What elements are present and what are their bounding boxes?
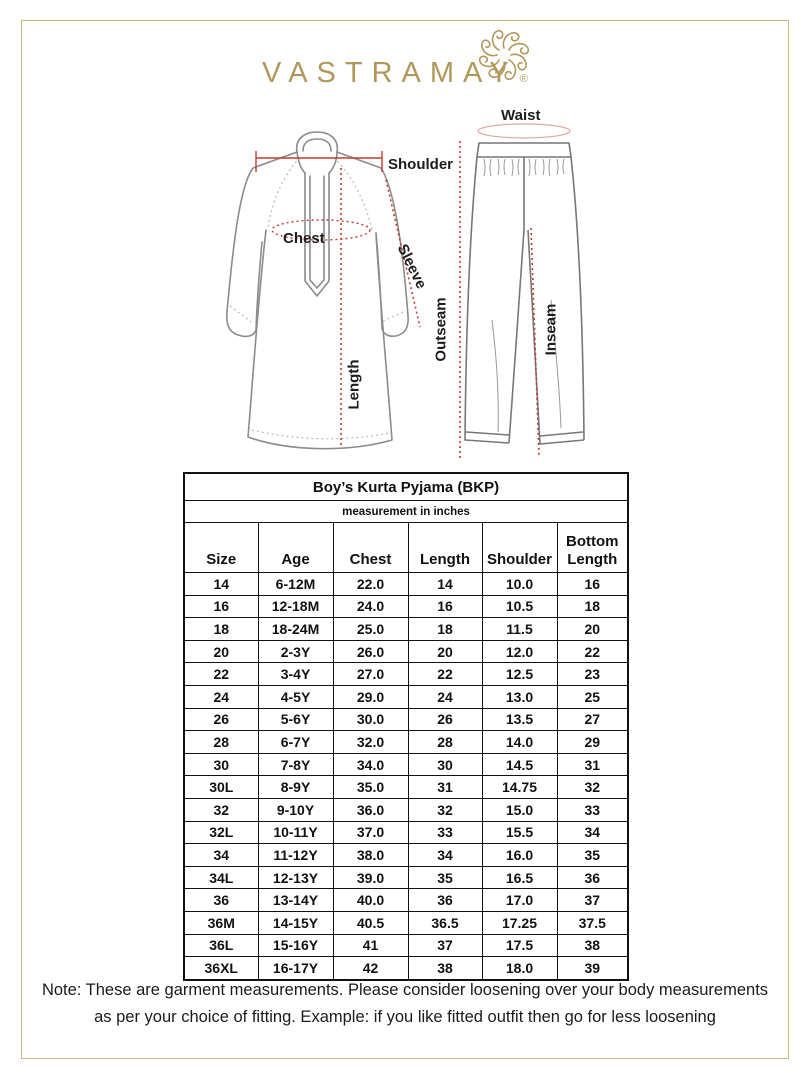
table-cell: 26 — [184, 708, 258, 731]
table-cell: 34 — [408, 844, 482, 867]
table-cell: 30L — [184, 776, 258, 799]
table-cell: 30 — [408, 753, 482, 776]
table-cell: 36XL — [184, 957, 258, 980]
table-cell: 25 — [557, 685, 628, 708]
column-header-bottom-length: Bottom Length — [557, 523, 628, 573]
table-cell: 22 — [557, 640, 628, 663]
table-cell: 26 — [408, 708, 482, 731]
table-cell: 36L — [184, 934, 258, 957]
column-header-length: Length — [408, 523, 482, 573]
table-row — [184, 798, 628, 821]
table-cell: 10-11Y — [258, 821, 333, 844]
table-cell: 8-9Y — [258, 776, 333, 799]
table-cell: 23 — [557, 663, 628, 686]
ornament-flourish-icon — [478, 28, 530, 87]
table-cell: 20 — [184, 640, 258, 663]
table-cell: 34 — [557, 821, 628, 844]
table-cell: 39.0 — [333, 866, 408, 889]
table-cell: 40.0 — [333, 889, 408, 912]
table-header-row — [184, 523, 628, 573]
table-row — [184, 573, 628, 596]
table-cell: 18 — [184, 618, 258, 641]
table-cell: 37 — [557, 889, 628, 912]
column-header-size: Size — [184, 523, 258, 573]
table-cell: 36 — [408, 889, 482, 912]
table-cell: 30 — [184, 753, 258, 776]
table-cell: 6-7Y — [258, 731, 333, 754]
table-cell: 37 — [408, 934, 482, 957]
pyjama-sketch — [465, 143, 584, 444]
table-cell: 22 — [184, 663, 258, 686]
length-measure-label: Length — [345, 359, 363, 410]
column-header-chest: Chest — [333, 523, 408, 573]
table-cell: 13.0 — [482, 685, 557, 708]
sleeve-measure-label: Sleeve — [393, 241, 430, 292]
table-cell: 2-3Y — [258, 640, 333, 663]
table-cell: 33 — [408, 821, 482, 844]
column-header-age: Age — [258, 523, 333, 573]
table-cell: 27 — [557, 708, 628, 731]
table-cell: 38.0 — [333, 844, 408, 867]
table-cell: 17.25 — [482, 911, 557, 934]
table-cell: 16 — [184, 595, 258, 618]
table-row — [184, 618, 628, 641]
table-row — [184, 640, 628, 663]
table-cell: 20 — [557, 618, 628, 641]
table-cell: 14 — [184, 573, 258, 596]
table-cell: 35.0 — [333, 776, 408, 799]
table-cell: 36 — [184, 889, 258, 912]
table-cell: 31 — [408, 776, 482, 799]
chest-measure-label: Chest — [283, 230, 325, 247]
brand-logo — [262, 57, 528, 90]
column-header-shoulder: Shoulder — [482, 523, 557, 573]
table-cell: 32 — [557, 776, 628, 799]
table-cell: 22.0 — [333, 573, 408, 596]
table-row — [184, 663, 628, 686]
note-text — [30, 977, 780, 1031]
table-row — [184, 708, 628, 731]
kurta-sketch — [227, 132, 408, 449]
table-row — [184, 776, 628, 799]
table-cell: 15.5 — [482, 821, 557, 844]
table-cell: 32.0 — [333, 731, 408, 754]
table-cell: 14.5 — [482, 753, 557, 776]
size-chart-table — [183, 472, 629, 981]
table-cell: 34.0 — [333, 753, 408, 776]
table-cell: 11-12Y — [258, 844, 333, 867]
table-cell: 37.0 — [333, 821, 408, 844]
table-row — [184, 731, 628, 754]
table-cell: 35 — [408, 866, 482, 889]
table-cell: 42 — [333, 957, 408, 980]
table-cell: 38 — [408, 957, 482, 980]
table-cell: 18-24M — [258, 618, 333, 641]
table-cell: 4-5Y — [258, 685, 333, 708]
table-cell: 34L — [184, 866, 258, 889]
table-cell: 27.0 — [333, 663, 408, 686]
table-cell: 28 — [408, 731, 482, 754]
table-cell: 18 — [408, 618, 482, 641]
table-cell: 17.0 — [482, 889, 557, 912]
table-cell: 29 — [557, 731, 628, 754]
outseam-measure-label: Outseam — [432, 297, 450, 362]
table-cell: 20 — [408, 640, 482, 663]
table-title-row — [184, 473, 628, 501]
table-cell: 14-15Y — [258, 911, 333, 934]
table-cell: 36 — [557, 866, 628, 889]
measurement-lines — [256, 141, 539, 459]
table-cell: 3-4Y — [258, 663, 333, 686]
table-cell: 7-8Y — [258, 753, 333, 776]
inseam-measure-label: Inseam — [542, 303, 560, 356]
table-cell: 24 — [184, 685, 258, 708]
table-cell: 41 — [333, 934, 408, 957]
table-cell: 12-18M — [258, 595, 333, 618]
table-cell: 34 — [184, 844, 258, 867]
table-row — [184, 866, 628, 889]
table-cell: 16-17Y — [258, 957, 333, 980]
table-cell: 26.0 — [333, 640, 408, 663]
table-row — [184, 844, 628, 867]
table-cell: 10.0 — [482, 573, 557, 596]
waist-measure-label: Waist — [501, 107, 541, 124]
table-subtitle: measurement in inches — [184, 501, 628, 523]
table-cell: 16 — [408, 595, 482, 618]
table-cell: 35 — [557, 844, 628, 867]
registered-trademark: ® — [519, 73, 528, 85]
table-cell: 16.5 — [482, 866, 557, 889]
table-row — [184, 685, 628, 708]
table-cell: 9-10Y — [258, 798, 333, 821]
table-cell: 17.5 — [482, 934, 557, 957]
table-cell: 36M — [184, 911, 258, 934]
kurta-seam-dots — [230, 158, 406, 439]
shoulder-measure-label: Shoulder — [388, 156, 454, 173]
table-cell: 32 — [184, 798, 258, 821]
table-cell: 32 — [408, 798, 482, 821]
table-cell: 32L — [184, 821, 258, 844]
table-cell: 22 — [408, 663, 482, 686]
table-cell: 33 — [557, 798, 628, 821]
table-row — [184, 889, 628, 912]
table-cell: 14.75 — [482, 776, 557, 799]
table-cell: 12-13Y — [258, 866, 333, 889]
table-cell: 39 — [557, 957, 628, 980]
table-cell: 13-14Y — [258, 889, 333, 912]
table-cell: 28 — [184, 731, 258, 754]
table-cell: 25.0 — [333, 618, 408, 641]
table-cell: 14.0 — [482, 731, 557, 754]
table-cell: 37.5 — [557, 911, 628, 934]
table-cell: 36.5 — [408, 911, 482, 934]
table-cell: 5-6Y — [258, 708, 333, 731]
table-cell: 18 — [557, 595, 628, 618]
note-line-1: Note: These are garment measurements. Please consider loosening over your body measurements — [41, 981, 769, 999]
table-cell: 38 — [557, 934, 628, 957]
waist-ellipse — [478, 124, 570, 138]
table-cell: 12.0 — [482, 640, 557, 663]
table-row — [184, 595, 628, 618]
table-cell: 13.5 — [482, 708, 557, 731]
note-line-2: as per your choice of fitting. Example: if you like fitted outfit then go for less loosening — [94, 1008, 716, 1026]
table-cell: 10.5 — [482, 595, 557, 618]
table-cell: 24.0 — [333, 595, 408, 618]
table-row — [184, 911, 628, 934]
table-cell: 16.0 — [482, 844, 557, 867]
table-title: Boy’s Kurta Pyjama (BKP) — [184, 473, 628, 501]
table-cell: 15-16Y — [258, 934, 333, 957]
table-cell: 16 — [557, 573, 628, 596]
table-cell: 18.0 — [482, 957, 557, 980]
table-cell: 14 — [408, 573, 482, 596]
table-subtitle-row — [184, 501, 628, 523]
table-cell: 15.0 — [482, 798, 557, 821]
table-cell: 31 — [557, 753, 628, 776]
table-cell: 30.0 — [333, 708, 408, 731]
table-cell: 6-12M — [258, 573, 333, 596]
table-cell: 12.5 — [482, 663, 557, 686]
table-cell: 40.5 — [333, 911, 408, 934]
table-cell: 29.0 — [333, 685, 408, 708]
table-cell: 36.0 — [333, 798, 408, 821]
table-row — [184, 934, 628, 957]
brand-name: VASTRAMAY — [262, 57, 518, 89]
table-cell: 24 — [408, 685, 482, 708]
table-row — [184, 753, 628, 776]
table-row — [184, 821, 628, 844]
table-cell: 11.5 — [482, 618, 557, 641]
